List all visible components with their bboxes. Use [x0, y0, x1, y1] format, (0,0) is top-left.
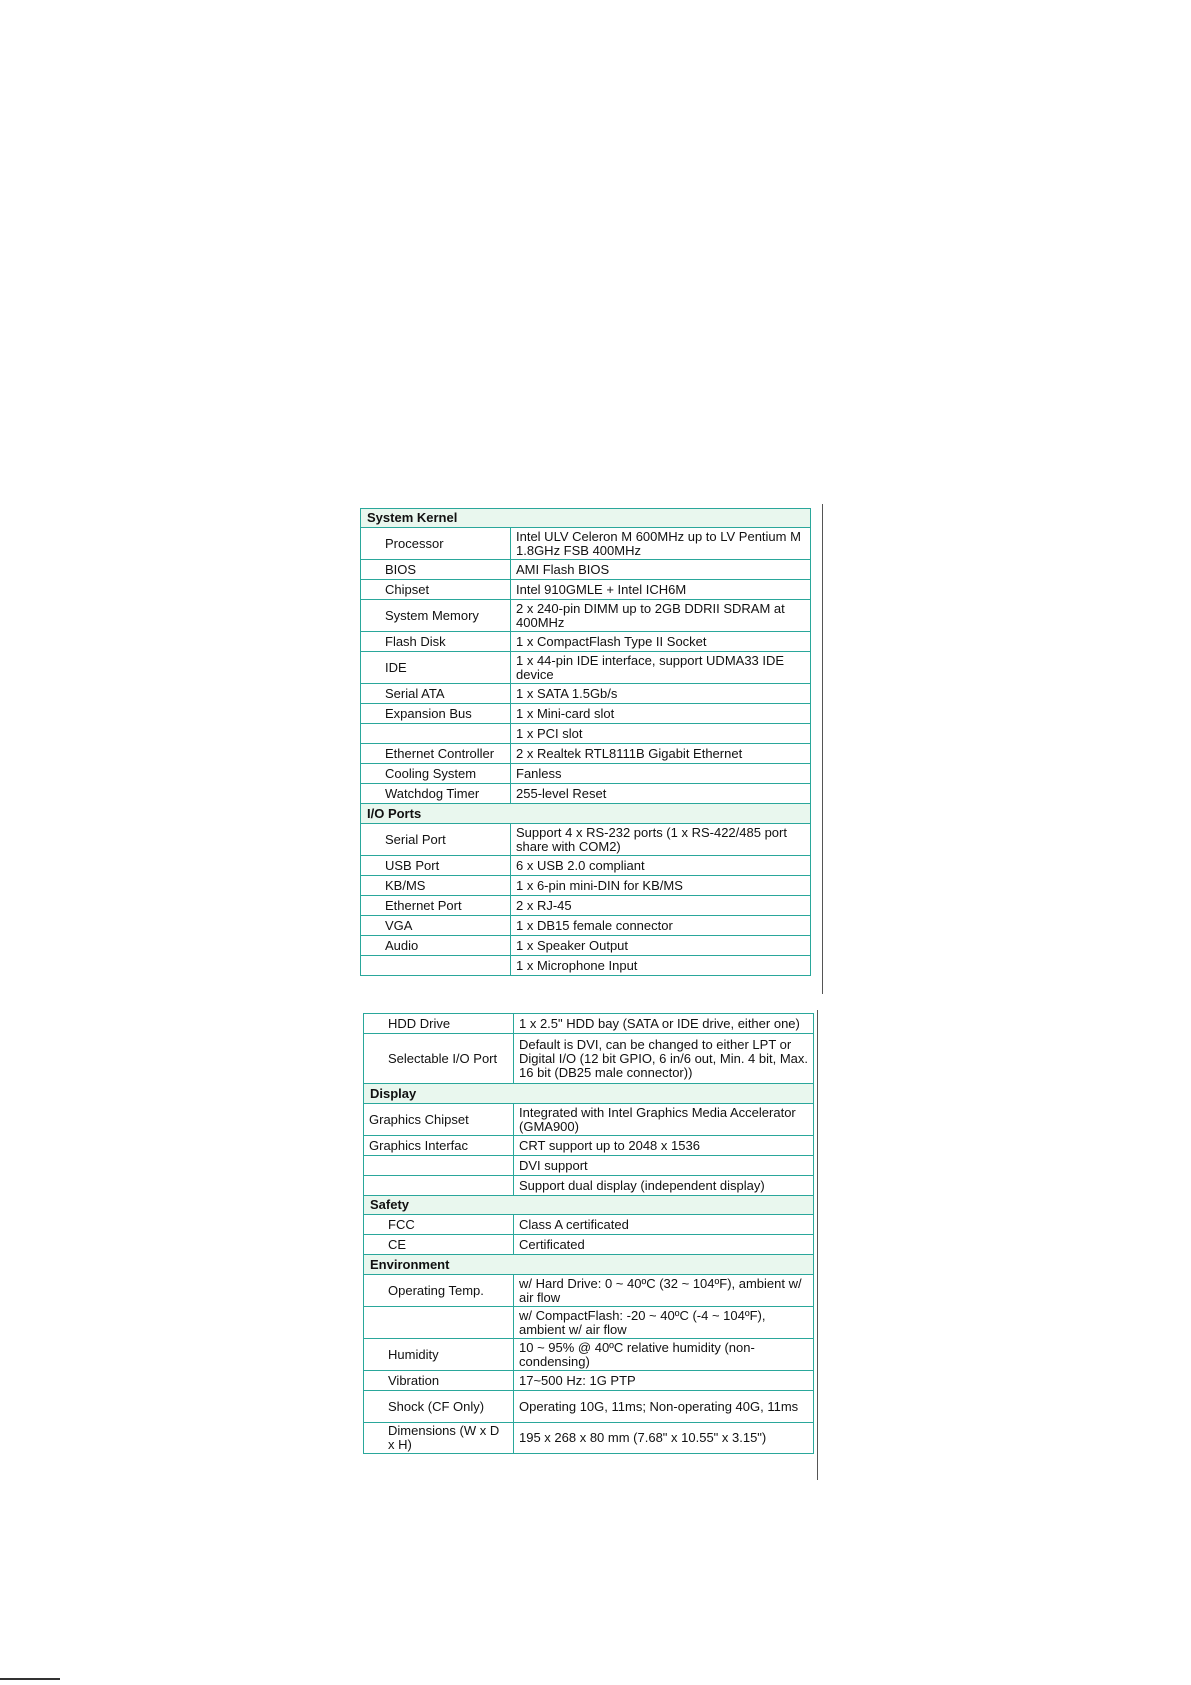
spec-value: Support 4 x RS-232 ports (1 x RS-422/485 port share with COM2) [511, 824, 811, 856]
spec-label: Vibration [364, 1371, 514, 1391]
spec-label: Dimensions (W x D x H) [364, 1423, 514, 1454]
page-bottom-rule [0, 1678, 60, 1680]
spec-value: Class A certificated [514, 1215, 814, 1235]
spec-row [364, 1235, 814, 1255]
section-title: I/O Ports [361, 804, 811, 824]
spec-label: Processor [361, 528, 511, 560]
spec-row [361, 956, 811, 976]
spec-label: Shock (CF Only) [364, 1391, 514, 1423]
spec-label: Cooling System [361, 764, 511, 784]
spec-label: USB Port [361, 856, 511, 876]
spec-row [361, 600, 811, 632]
spec-value: 1 x 6-pin mini-DIN for KB/MS [511, 876, 811, 896]
spec-row [364, 1136, 814, 1156]
spec-row [361, 824, 811, 856]
spec-row [361, 560, 811, 580]
spec-value: Operating 10G, 11ms; Non-operating 40G, 11ms [514, 1391, 814, 1423]
spec-row [364, 1275, 814, 1307]
spec-row [361, 652, 811, 684]
spec-row [361, 704, 811, 724]
spec-value: 2 x RJ-45 [511, 896, 811, 916]
spec-label: Flash Disk [361, 632, 511, 652]
spec-row [364, 1034, 814, 1084]
spec-value: 1 x PCI slot [511, 724, 811, 744]
section-header-row [361, 509, 811, 528]
spec-label [364, 1176, 514, 1196]
spec-label: Serial Port [361, 824, 511, 856]
spec-row [361, 724, 811, 744]
spec-label: Ethernet Controller [361, 744, 511, 764]
section-title: Safety [364, 1196, 814, 1215]
page-edge-line [822, 504, 823, 994]
spec-value: 255-level Reset [511, 784, 811, 804]
spec-table-display-environment [363, 1013, 814, 1454]
spec-row [361, 684, 811, 704]
spec-label: Graphics Interfac [364, 1136, 514, 1156]
spec-label: Watchdog Timer [361, 784, 511, 804]
section-header-row [364, 1084, 814, 1104]
spec-value: 1 x 44-pin IDE interface, support UDMA33 IDE device [511, 652, 811, 684]
spec-row [361, 916, 811, 936]
spec-table-system-kernel-io [360, 508, 811, 976]
section-header-row [364, 1255, 814, 1275]
spec-row [364, 1391, 814, 1423]
spec-label: FCC [364, 1215, 514, 1235]
spec-row [364, 1176, 814, 1196]
spec-value: Intel 910GMLE + Intel ICH6M [511, 580, 811, 600]
spec-label [364, 1307, 514, 1339]
spec-label [361, 724, 511, 744]
spec-label: VGA [361, 916, 511, 936]
spec-row [361, 784, 811, 804]
spec-value: CRT support up to 2048 x 1536 [514, 1136, 814, 1156]
spec-label: BIOS [361, 560, 511, 580]
spec-value: 1 x Mini-card slot [511, 704, 811, 724]
spec-row [361, 896, 811, 916]
spec-value: AMI Flash BIOS [511, 560, 811, 580]
spec-table-body [361, 509, 811, 976]
spec-label [361, 956, 511, 976]
spec-value: w/ Hard Drive: 0 ~ 40ºC (32 ~ 104ºF), ambient w/ air flow [514, 1275, 814, 1307]
spec-label: Ethernet Port [361, 896, 511, 916]
spec-label: Operating Temp. [364, 1275, 514, 1307]
spec-value: 1 x Microphone Input [511, 956, 811, 976]
spec-value: 1 x Speaker Output [511, 936, 811, 956]
spec-table-body [364, 1014, 814, 1454]
spec-label: Graphics Chipset [364, 1104, 514, 1136]
spec-value: DVI support [514, 1156, 814, 1176]
spec-row [361, 632, 811, 652]
spec-label: Selectable I/O Port [364, 1034, 514, 1084]
spec-row [361, 936, 811, 956]
spec-value: 6 x USB 2.0 compliant [511, 856, 811, 876]
spec-row [361, 744, 811, 764]
spec-value: Support dual display (independent display) [514, 1176, 814, 1196]
spec-label: HDD Drive [364, 1014, 514, 1034]
section-title: Environment [364, 1255, 814, 1275]
spec-row [364, 1423, 814, 1454]
spec-row [364, 1339, 814, 1371]
spec-row [364, 1104, 814, 1136]
section-title: System Kernel [361, 509, 811, 528]
spec-value: 1 x SATA 1.5Gb/s [511, 684, 811, 704]
spec-label: KB/MS [361, 876, 511, 896]
section-header-row [361, 804, 811, 824]
spec-value: 195 x 268 x 80 mm (7.68" x 10.55" x 3.15") [514, 1423, 814, 1454]
page-edge-line [817, 1010, 818, 1480]
section-title: Display [364, 1084, 814, 1104]
spec-row [364, 1307, 814, 1339]
spec-value: 2 x Realtek RTL8111B Gigabit Ethernet [511, 744, 811, 764]
spec-row [361, 528, 811, 560]
spec-row [361, 856, 811, 876]
spec-value: Intel ULV Celeron M 600MHz up to LV Pentium M 1.8GHz FSB 400MHz [511, 528, 811, 560]
spec-value: Default is DVI, can be changed to either LPT or Digital I/O (12 bit GPIO, 6 in/6 out, Min. 4 bit, Max. 16 bit (DB25 male connector)) [514, 1034, 814, 1084]
spec-value: 2 x 240-pin DIMM up to 2GB DDRII SDRAM at 400MHz [511, 600, 811, 632]
spec-label: IDE [361, 652, 511, 684]
spec-label: Expansion Bus [361, 704, 511, 724]
spec-value: 17~500 Hz: 1G PTP [514, 1371, 814, 1391]
spec-value: Certificated [514, 1235, 814, 1255]
spec-label [364, 1156, 514, 1176]
spec-value: 10 ~ 95% @ 40ºC relative humidity (non-condensing) [514, 1339, 814, 1371]
spec-row [364, 1215, 814, 1235]
spec-value: Fanless [511, 764, 811, 784]
spec-value: w/ CompactFlash: -20 ~ 40ºC (-4 ~ 104ºF), ambient w/ air flow [514, 1307, 814, 1339]
spec-row [361, 876, 811, 896]
spec-label: Chipset [361, 580, 511, 600]
spec-value: 1 x CompactFlash Type II Socket [511, 632, 811, 652]
section-header-row [364, 1196, 814, 1215]
spec-value: Integrated with Intel Graphics Media Accelerator (GMA900) [514, 1104, 814, 1136]
spec-row [364, 1014, 814, 1034]
spec-label: Audio [361, 936, 511, 956]
spec-label: CE [364, 1235, 514, 1255]
spec-value: 1 x 2.5" HDD bay (SATA or IDE drive, either one) [514, 1014, 814, 1034]
spec-label: Serial ATA [361, 684, 511, 704]
spec-value: 1 x DB15 female connector [511, 916, 811, 936]
spec-label: System Memory [361, 600, 511, 632]
spec-row [364, 1371, 814, 1391]
spec-label: Humidity [364, 1339, 514, 1371]
spec-row [361, 580, 811, 600]
spec-row [361, 764, 811, 784]
spec-row [364, 1156, 814, 1176]
